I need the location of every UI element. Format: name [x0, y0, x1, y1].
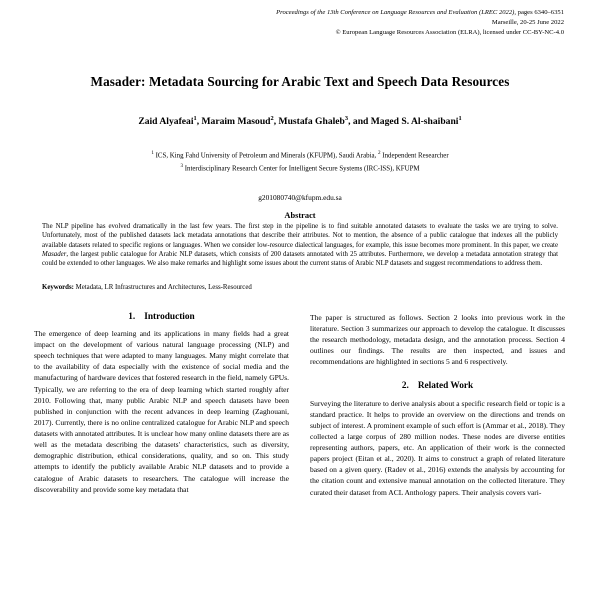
- contact-email: g201080740@kfupm.edu.sa: [258, 193, 342, 203]
- section-heading-related-work: [310, 381, 565, 392]
- author-list: Zaid Alyafeai$^1$, Maraim Masoud$^2$, Mustafa Ghaleb$^3$, and Maged S. Al-shaibani$^1$: [138, 114, 462, 127]
- affiliation-line-1: $^1$ ICS, King Fahd University of Petroleum and Minerals (KFUPM), Saudi Arabia, $^2$ Independent Researcher: [151, 150, 449, 160]
- section-title-2: Related Work: [417, 381, 474, 392]
- publication-header: [34, 8, 566, 38]
- abstract-heading: Abstract: [284, 211, 316, 221]
- venue-date-line: Marseille, 20-25 June 2022: [491, 19, 564, 27]
- left-column: [34, 312, 289, 600]
- section-number-2: 2.: [401, 381, 409, 392]
- right-column: [310, 312, 565, 600]
- keywords-line: [42, 283, 558, 292]
- related-work-paragraph: Surveying the literature to derive analysis about a specific research field or topic is a standard practice. It helps to provide an overview on the directions and trends on subject of interest. A prominent example of such effort is (Ammar et al., 2018). They collected a large corpus of 280 million nodes. These nodes are diverse entities representing authors, papers, etc. An application of their work is the connected papers project (Eitan et al., 2020). It aims to construct a graph of related literature based on a given query. (Radev et al., 2016) extends the analysis by accounting for the citation count and extensive manual annotation on the collected literature. They curated their dataset from ACL Anthology papers. Their analysis covers vari-: [310, 398, 565, 497]
- body-columns: [34, 312, 566, 600]
- keywords-value: Metadata, LR Infrastructures and Architectures, Less-Resourced: [73, 283, 252, 291]
- paper-structure-paragraph: The paper is structured as follows. Section 2 looks into previous work in the literature. Section 3 summarizes our approach to develop the catalogue. It discusses the research methodology, metadata design, and the annotation process. Section 4 outlines our findings. The results are then inspected, and issues and recommendations are highlighted in sections 5 and 6 respectively.: [310, 312, 565, 367]
- affiliation-line-2: $^3$ Interdisciplinary Research Center for Intelligent Secure Systems (IRC-ISS), KFUPM: [180, 162, 420, 172]
- abstract-body: The NLP pipeline has evolved dramatically in the last few years. The first step in the pipeline is to find suitable annotated datasets to evaluate the tasks we are trying to solve. Unfortunately, most of the published datasets lack metadata annotations that describe their attributes. Not to mention, the absence of a public catalogue that indexes all the publicly available datasets related to specific regions or languages. When we consider low-resource dialectical languages, for example, this issue becomes more prominent. In this paper, we create Masader, the largest public catalogue for Arabic NLP datasets, which consists of 200 datasets annotated with 25 attributes. Furthermore, we develop a metadata annotation strategy that could be extended to other languages. We also make remarks and highlight some issues about the current status of Arabic NLP datasets and suggest recommendations to address them.: [42, 223, 558, 268]
- introduction-paragraph: The emergence of deep learning and its applications in many fields had a great impact on the development of various natural language processing (NLP) and speech techniques that were adapted to many languages. Many might correlate that to the availability of data especially with the existence of social media and the manufacturing of hardware devices that fostered research in the field, namely GPUs. Typically, we are referring to the era of deep learning which started roughly after 2010. Following that, many public Arabic NLP and speech datasets have been published in conjunction with the recent advances in deep learning (Zaghouani, 2017). Currently, there is no online centralized catalogue for Arabic NLP and speech datasets with annotated attributes. It is unclear how many online datasets there are as well as the metadata describing the datasets' characteristics, such as diversity, demographic distribution, ethical considerations, quality, and so on. This study attempts to identify the publicly available Arabic NLP datasets and to provide a catalogue of Arabic datasets to researchers. The catalogue will increase the discoverability and provide some key metadata that: [34, 328, 289, 494]
- proceedings-line: [34, 8, 564, 18]
- section-title-1: Introduction: [144, 311, 195, 322]
- page-range: , pages 6340–6351: [514, 9, 564, 16]
- keywords-label: Keywords:: [42, 283, 74, 291]
- copyright-line: © European Language Resources Association (ELRA), licensed under CC-BY-NC-4.0: [335, 29, 564, 37]
- affiliations: [34, 149, 566, 174]
- section-number-1: 1.: [128, 311, 136, 322]
- paper-title: Masader: Metadata Sourcing for Arabic Text and Speech Data Resources: [90, 74, 510, 90]
- proceedings-title: Proceedings of the 13th Conference on Language Resources and Evaluation (LREC 2022): [276, 9, 515, 16]
- section-heading-introduction: [34, 312, 289, 323]
